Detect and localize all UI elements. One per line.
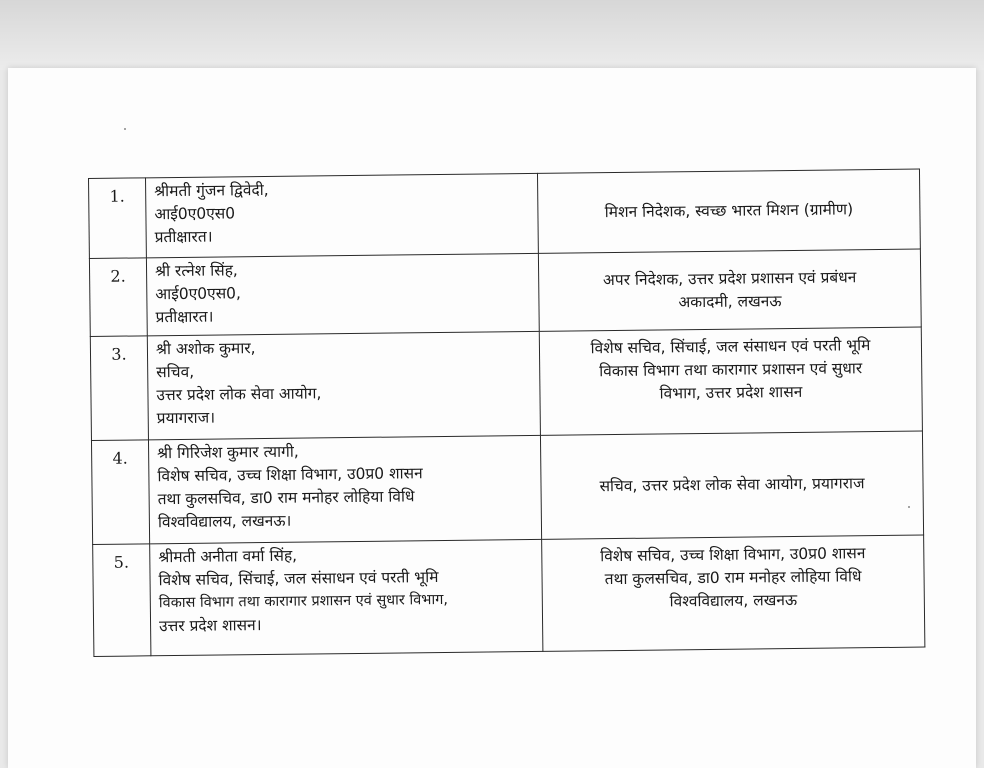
post-line: विशेष सचिव, सिंचाई, जल संसाधन एवं परती भूमि xyxy=(590,336,871,358)
new-post-cell xyxy=(539,327,922,435)
post-line: विश्वविद्यालय, लखनऊ xyxy=(669,590,798,611)
new-post-cell xyxy=(542,535,925,651)
officer-line: उत्तर प्रदेश शासन। xyxy=(158,616,262,636)
officer-line: विशेष सचिव, सिंचाई, जल संसाधन एवं परती भूमि xyxy=(158,568,439,590)
officer-line: प्रतीक्षारत। xyxy=(155,307,214,327)
serial-number: 4. xyxy=(91,440,149,545)
serial-number: 3. xyxy=(90,336,148,441)
officer-line: श्री गिरिजेश कुमार त्यागी, xyxy=(157,442,299,463)
background-surface xyxy=(0,0,984,70)
table-row xyxy=(91,431,923,544)
post-line: अकादमी, लखनऊ xyxy=(678,291,782,311)
table-row xyxy=(93,535,925,656)
new-post-cell xyxy=(537,169,920,253)
officer-line: विशेष सचिव, उच्च शिक्षा विभाग, उ0प्र0 शासन xyxy=(157,464,423,486)
officer-line: श्रीमती गुंजन द्विवेदी, xyxy=(154,180,269,201)
officer-line: विश्वविद्यालय, लखनऊ। xyxy=(157,511,292,532)
post-line: तथा कुलसचिव, डा0 राम मनोहर लोहिया विधि xyxy=(604,567,862,589)
officer-line: श्री रत्नेश सिंह, xyxy=(154,261,238,281)
officer-line: प्रयागराज। xyxy=(156,408,216,428)
serial-number: 5. xyxy=(93,544,151,657)
officer-line: श्रीमती अनीता वर्मा सिंह, xyxy=(158,546,298,567)
posting-table xyxy=(88,169,925,657)
officer-line: उत्तर प्रदेश लोक सेवा आयोग, xyxy=(156,384,322,405)
officer-cell xyxy=(146,253,539,335)
officer-line: आई0ए0एस0, xyxy=(155,284,242,304)
post-line: विभाग, उत्तर प्रदेश शासन xyxy=(659,382,803,403)
post-line: विशेष सचिव, उच्च शिक्षा विभाग, उ0प्र0 शासन xyxy=(600,544,866,566)
officer-line: आई0ए0एस0 xyxy=(154,204,236,224)
post-line: विकास विभाग तथा कारागार प्रशासन एवं सुधार xyxy=(599,359,863,381)
serial-number: 2. xyxy=(89,258,147,337)
table-row xyxy=(89,249,921,336)
officer-line: श्री अशोक कुमार, xyxy=(155,339,256,359)
table-row xyxy=(89,169,921,258)
post-line: मिशन निदेशक, स्वच्छ भारत मिशन (ग्रामीण) xyxy=(604,200,854,222)
posting-table-container xyxy=(88,169,925,657)
officer-cell xyxy=(150,539,543,655)
table-row xyxy=(90,327,922,440)
speck xyxy=(124,128,126,130)
post-line: अपर निदेशक, उत्तर प्रदेश प्रशासन एवं प्रबंधन xyxy=(602,267,857,289)
officer-cell xyxy=(148,435,541,543)
officer-cell xyxy=(147,331,540,439)
serial-number: 1. xyxy=(89,178,147,259)
officer-line: विकास विभाग तथा कारागार प्रशासन एवं सुधार विभाग, xyxy=(158,591,449,612)
new-post-cell xyxy=(540,431,923,539)
post-line: सचिव, उत्तर प्रदेश लोक सेवा आयोग, प्रयागराज xyxy=(599,474,865,496)
officer-cell xyxy=(146,173,539,257)
officer-line: प्रतीक्षारत। xyxy=(154,227,213,247)
officer-line: सचिव, xyxy=(156,362,195,382)
new-post-cell xyxy=(538,249,921,331)
officer-line: तथा कुलसचिव, डा0 राम मनोहर लोहिया विधि xyxy=(157,487,415,509)
